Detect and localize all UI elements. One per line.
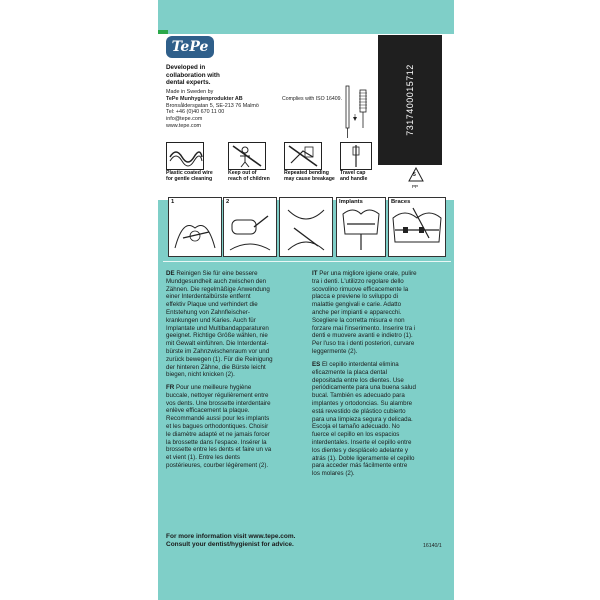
icon-caption-child-warning: Keep out of reach of children	[228, 170, 270, 183]
product-code: 16140/1	[423, 543, 442, 549]
section-divider	[163, 261, 451, 262]
instruction-implants	[336, 197, 386, 257]
text-fr: FR Pour une meilleure hygiène buccale, nettoyer régulièrement entre vos dents. Une brossette interdentaire enlève efficacement la plaque. Recommandé aussi pour les implants et les bagues orthodontiques. Choisir le diamètre adapté et ne jamais forcer la brossette dans l'espace. Insérer la brossette entre les dents et faire un va et vient (1). Entre les dents postérieures, courber légèrement (2).	[166, 384, 272, 469]
coated-wire-icon	[166, 142, 204, 170]
child-warning-icon	[228, 142, 266, 170]
icon-caption-travel-cap: Travel cap and handle	[340, 170, 368, 183]
consult-note: Consult your dentist/hygienist for advice.	[166, 541, 294, 549]
instruction-braces	[388, 197, 446, 257]
instruction-label-1: 1	[171, 199, 175, 205]
text-it: IT Per una migliore igiene orale, pulire tra i denti. L'utilizzo regolare dello scovolino rimuove efficacemente la placca e previene lo sviluppo di malattie gengivali e carie. Adatto anche per impianti e apparecchi. Scegliere la corretta misura e non forzare mai l'inserimento. Inserire tra i denti e muovere avanti e indietro (1). Per l'uso tra i denti posteriori, curvare leggermente (2).	[312, 270, 417, 355]
bending-warning-icon	[284, 142, 322, 170]
text-de: DE Reinigen Sie für eine bessere Mundgesundheit auch zwischen den Zähnen. Die regelmäßige Anwendung einer Interdentalbürste entfernt effektiv Plaque und verhindert die Entstehung von Zahnfleischer- krankungen und Karies. Auch für Implantate und Multibandapparaturen geeignet. Richtige Größe wählen, nie mit Gewalt einführen. Die Interdental- bürste im Zahnzwischenraum vor und zurück bewegen (1). Für die Reinigung der hinteren Zähne, die Bürste leicht biegen, nicht knicken (2).	[166, 270, 273, 379]
instruction-label-implants: Implants	[339, 199, 363, 205]
tagline: Developed in collaboration with dental experts.	[166, 64, 220, 87]
icon-caption-coated-wire: Plastic coated wire for gentle cleaning	[166, 170, 213, 183]
instruction-step-1	[168, 197, 222, 257]
instruction-step-2	[223, 197, 277, 257]
interdental-brush-illustration	[342, 84, 372, 142]
tepe-logo: TePe	[166, 36, 214, 58]
manufacturer-address: Made in Sweden by TePe Munhygienprodukter AB Bronsåldersgatan 5, SE-213 76 Malmö Tel: +46 (0)40 670 11 00 info@tepe.com www.tepe.com	[166, 89, 259, 129]
iso-compliance: Complies with ISO 16409.	[282, 96, 342, 102]
recycle-icon	[408, 167, 424, 183]
instruction-label-braces: Braces	[391, 199, 411, 205]
more-info	[166, 533, 295, 549]
text-es: ES El cepillo interdental elimina eficazmente la placa dental depositada entre los dientes. Use periódicamente para una buena salud bucal. También es adecuado para implantes y ortodoncias. Su alambre está revestido de plástico cubierto para una limpieza segura y delicada. Escoja el tamaño adecuado. No fuerce el cepillo en los espacios interdentales. Inserte el cepillo entre los dientes y desplácelo adelante y atrás (1). Doble ligeramente el cepillo para acceder más fácilmente entre los molares (2).	[312, 361, 416, 478]
instruction-step-3	[279, 197, 333, 257]
brush-cap-icon	[340, 142, 372, 170]
instruction-label-2: 2	[226, 199, 230, 205]
barcode-number: 7317400015712	[405, 64, 416, 136]
icon-caption-bending: Repeated bending may cause breakage	[284, 170, 335, 183]
recycle-material: PP	[412, 184, 419, 189]
barcode-number-wrap	[378, 35, 442, 165]
more-info-url: For more information visit www.tepe.com.	[166, 533, 296, 540]
recycle-code: 5	[413, 172, 416, 178]
